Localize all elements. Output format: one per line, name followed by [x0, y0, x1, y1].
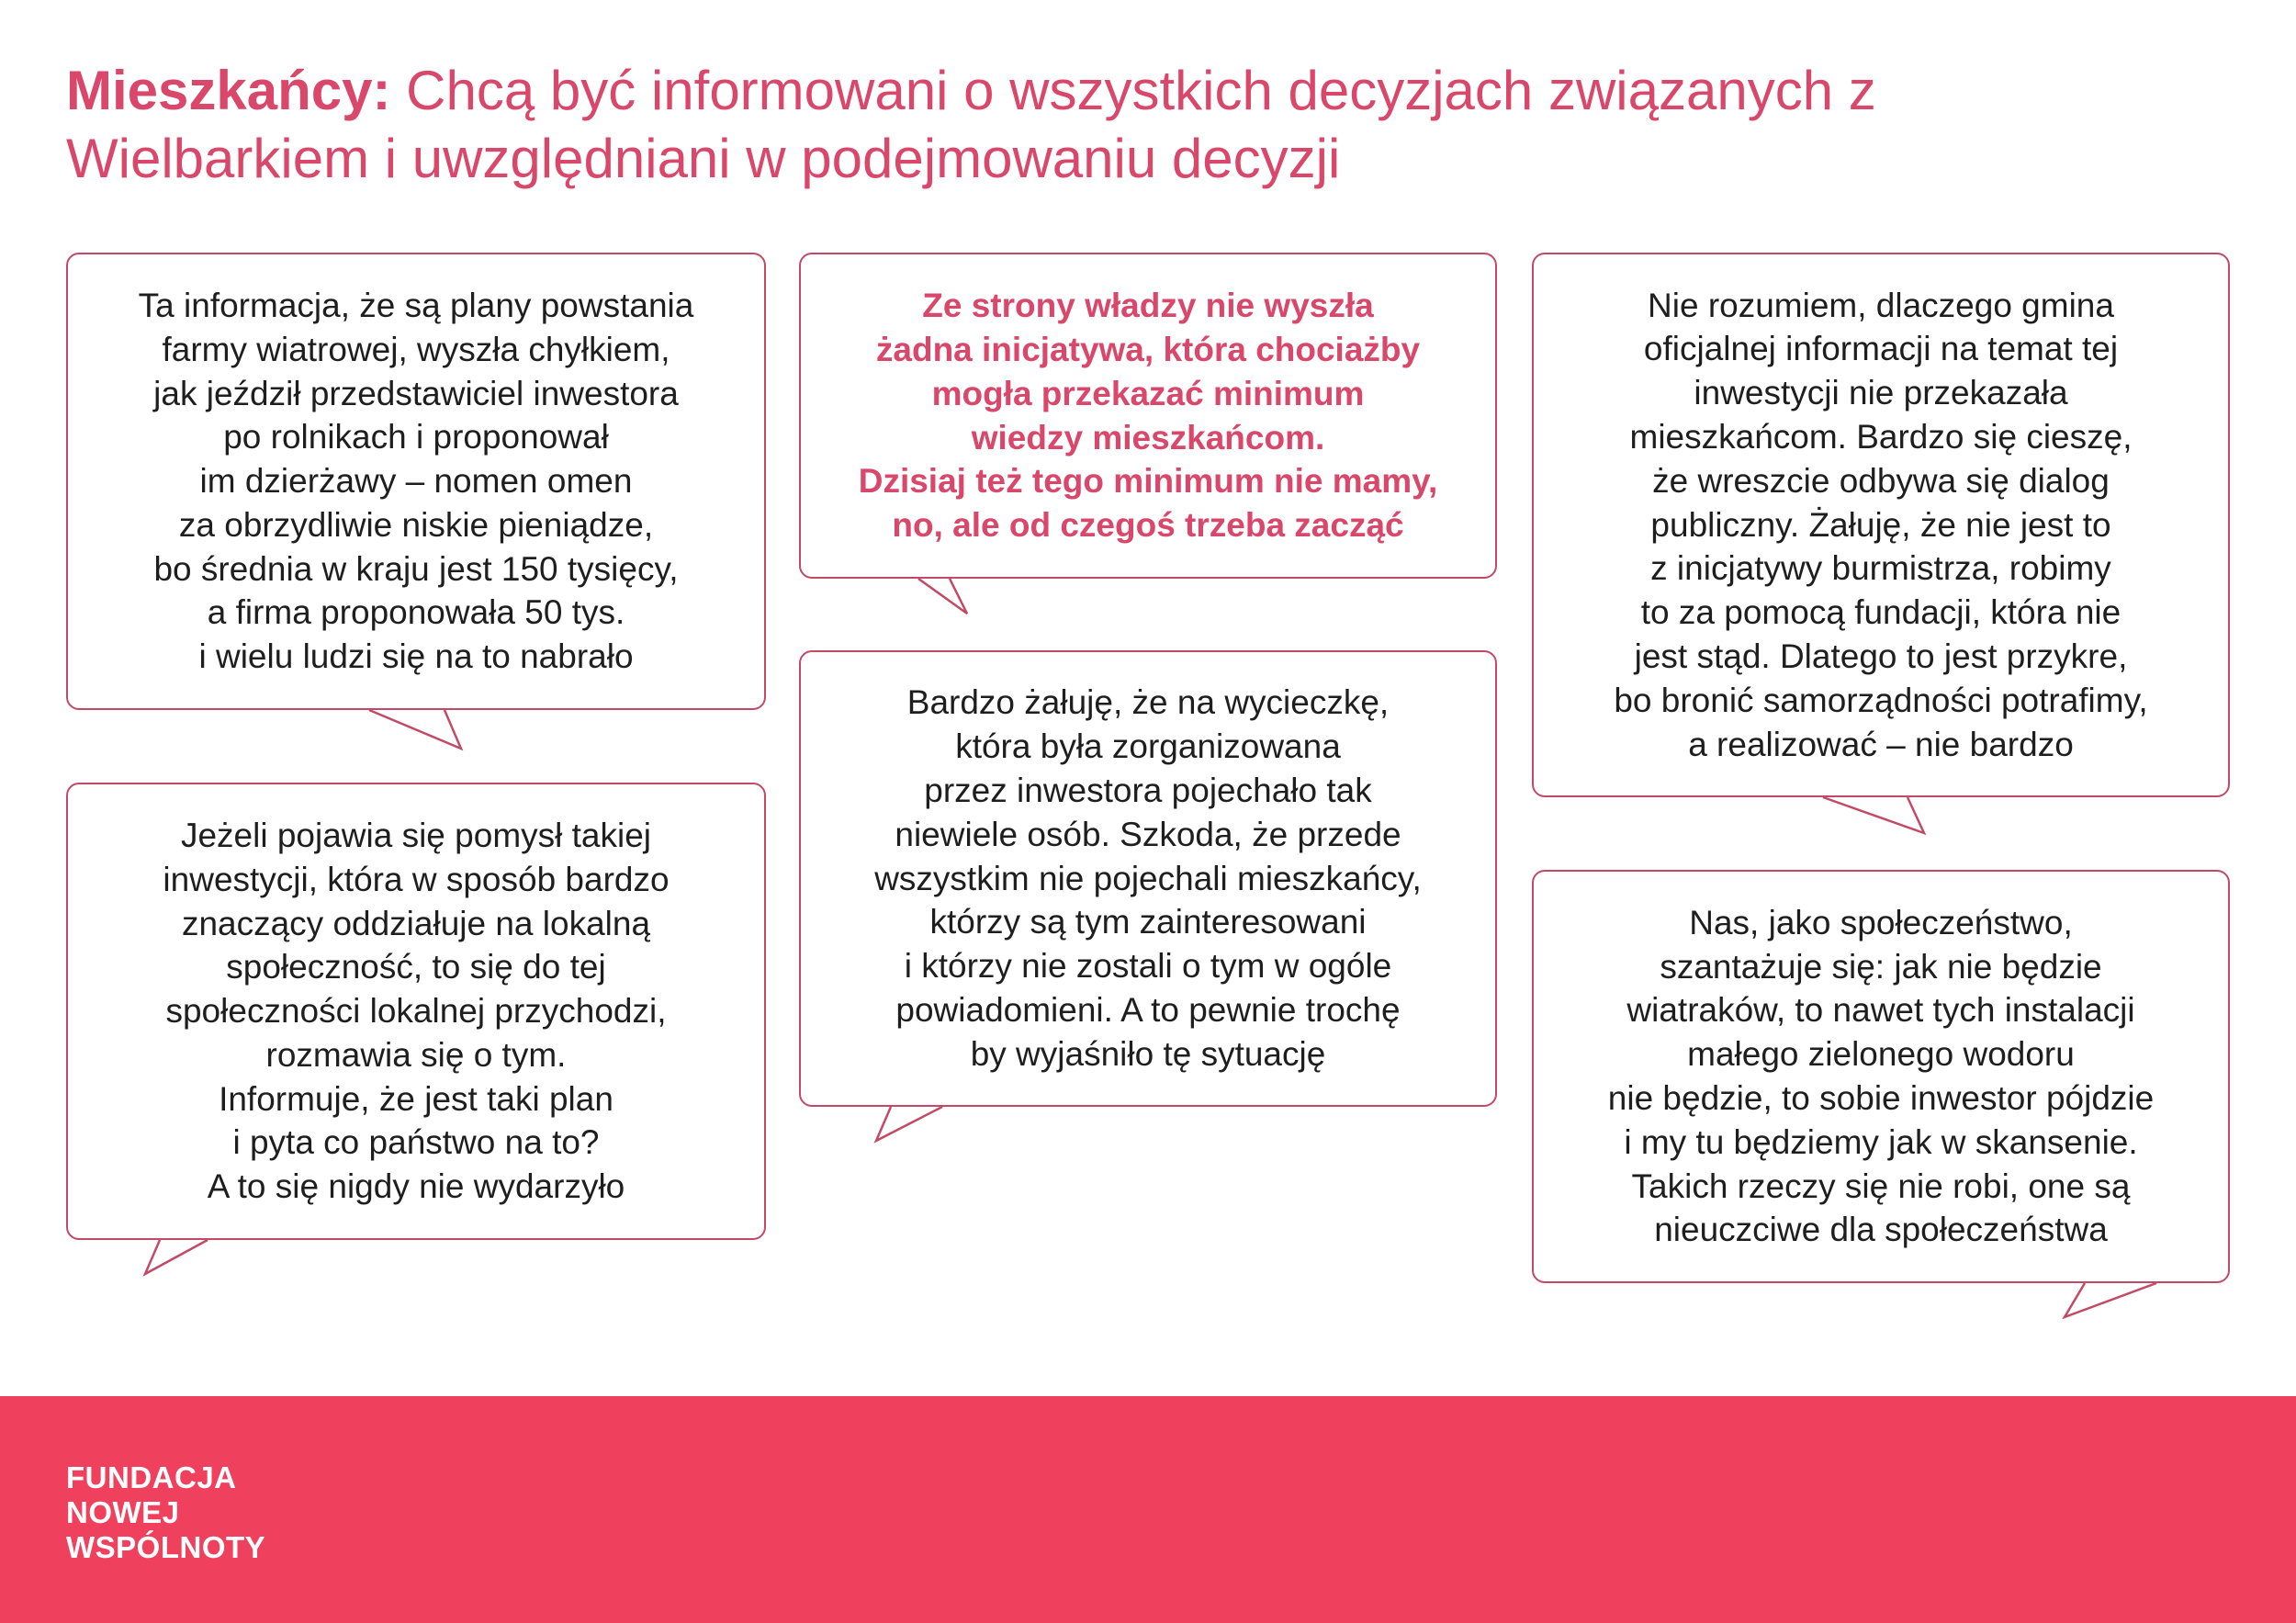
page-title — [66, 57, 2178, 193]
speech-tail — [129, 1228, 266, 1283]
quote-text: Nas, jako społeczeństwo, szantażuje się: jak nie będzie wiatraków, to nawet tych instalacji małego zielonego wodoru nie będzie, to sobie inwestor pójdzie i my tu będziemy jak w skansenie. Takich rzeczy się nie robi, one są nieuczciwe dla społeczeństwa — [1607, 903, 2155, 1249]
speech-tail — [1814, 785, 1952, 840]
quote-bubble-gmina — [1532, 253, 2230, 797]
speech-tail — [863, 1095, 1001, 1150]
speech-tail — [358, 698, 496, 753]
quote-text: Bardzo żałuję, że na wycieczkę, która była zorganizowana przez inwestora pojechało tak niewiele osób. Szkoda, że przede wszystkim nie pojechali mieszkańcy, którzy są tym zainteresowani i którzy nie zostali o tym w ogóle powiadomieni. A to pewnie trochę by wyjaśniło tę sytuację — [874, 683, 1422, 1073]
quote-bubble-pomysl-inwestycji — [66, 783, 766, 1240]
quote-text: Nie rozumiem, dlaczego gmina oficjalnej informacji na temat tej inwestycji nie przekazała mieszkańcom. Bardzo się cieszę, że wreszcie odbywa się dialog publiczny. Żałuję, że nie jest to z inicjatywy burmistrza, robimy to za pomocą fundacji, która nie jest stąd. Dlatego to jest przykre, bo bronić samorządności potrafimy, a realizować – nie bardzo — [1614, 286, 2148, 763]
quote-text: Ta informacja, że są plany powstania farmy wiatrowej, wyszła chyłkiem, jak jeździł przedstawiciel inwestora po rolnikach i proponował im dzierżawy – nomen omen za obrzydliwie niskie pieniądze, bo średnia w kraju jest 150 tysięcy, a firma proponowała 50 tys. i wielu ludzi się na to nabrało — [138, 286, 694, 676]
quote-bubble-strona-wladzy — [799, 253, 1497, 579]
quote-text: Ze strony władzy nie wyszła żadna inicjatywa, która chociażby mogła przekazać minimum wiedzy mieszkańcom. Dzisiaj też tego minimum nie mamy, no, ale od czegoś trzeba zacząć — [858, 287, 1438, 545]
logo-line-2: NOWEJ — [66, 1495, 180, 1529]
title-rest: Chcą być informowani o wszystkich decyzjach związanych z Wielbarkiem i uwzględniani w podejmowaniu decyzji — [66, 60, 1876, 189]
logo-line-1: FUNDACJA — [66, 1460, 237, 1494]
title-lead: Mieszkańcy: — [66, 60, 391, 121]
footer-band — [0, 1396, 2296, 1623]
speech-tail — [909, 567, 1047, 622]
quote-bubble-wycieczka — [799, 650, 1497, 1107]
quote-text: Jeżeli pojawia się pomysł takiej inwestycji, która w sposób bardzo znaczący oddziałuje na lokalną społeczność, to się do tej społeczności lokalnej przychodzi, rozmawia się o tym. Informuje, że jest taki plan i pyta co państwo na to? A to się nigdy nie wydarzyło — [163, 816, 670, 1206]
logo-line-3: WSPÓLNOTY — [66, 1530, 266, 1564]
quote-bubble-spoleczenstwo — [1532, 870, 2230, 1283]
quote-bubble-farma-wiatrowa — [66, 253, 766, 710]
speech-tail — [2048, 1271, 2186, 1326]
foundation-logo — [66, 1460, 265, 1565]
